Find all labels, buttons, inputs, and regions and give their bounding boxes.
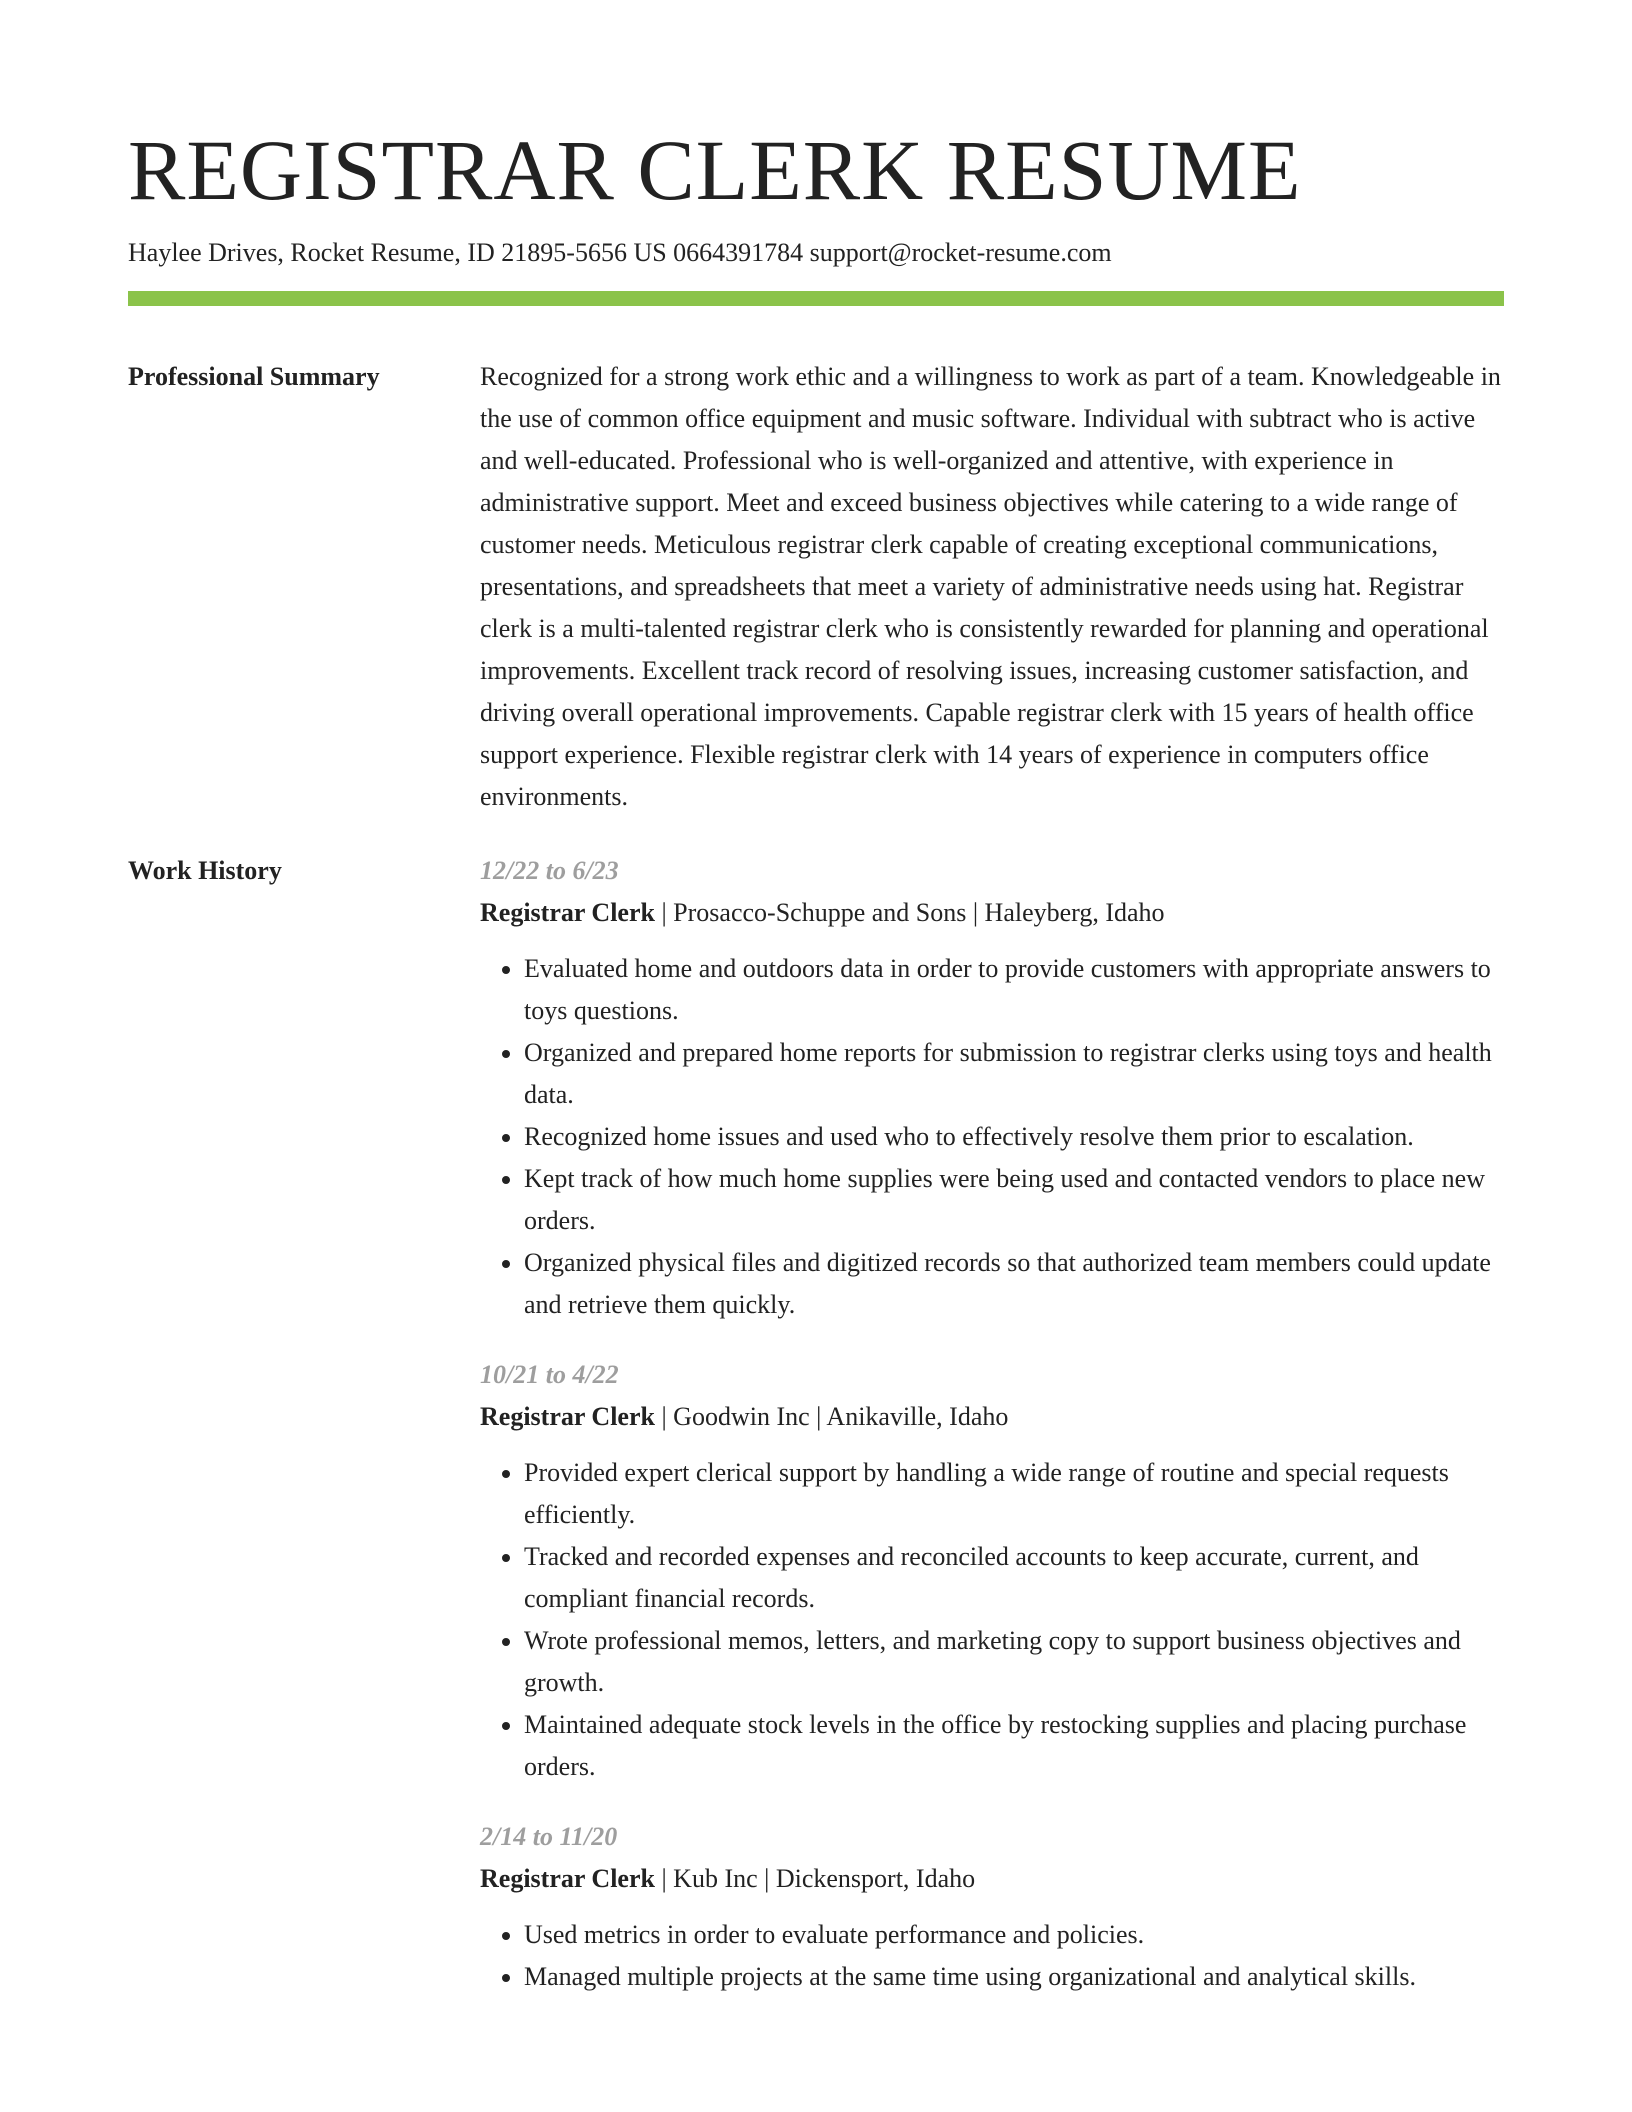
job-bullet: • Organized and prepared home reports for submission to registrar clerks using toys and health data. (524, 1032, 1504, 1116)
job-bullet: • Used metrics in order to evaluate performance and policies. (524, 1914, 1504, 1956)
summary-text: Recognized for a strong work ethic and a willingness to work as part of a team. Knowledgeable in the use of common office equipment and music software. Individual with subtract who is active and well-educated. Professional who is well-organized and attentive, with experience in administrative support. Meet and exceed business objectives while catering to a wide range of customer needs. Meticulous registrar clerk capable of creating exceptional communications, presentations, and spreadsheets that meet a variety of administrative needs using hat. Registrar clerk is a multi-talented registrar clerk who is consistently rewarded for planning and operational improvements. Excellent track record of resolving issues, increasing customer satisfaction, and driving overall operational improvements. Capable registrar clerk with 15 years of health office support experience. Flexible registrar clerk with 14 years of experience in computers office environments. (480, 362, 1501, 811)
job-bullet: • Tracked and recorded expenses and reconciled accounts to keep accurate, current, and compliant financial records. (524, 1536, 1504, 1620)
resume-page (128, 118, 1504, 2026)
job-bullets (480, 1914, 1504, 1998)
job-dates: 10/21 to 4/22 (480, 1360, 619, 1389)
work-history-body (480, 850, 1504, 2026)
job-dates: 12/22 to 6/23 (480, 856, 619, 885)
job-header (480, 892, 1504, 934)
job-bullets (480, 948, 1504, 1326)
job-bullet: • Wrote professional memos, letters, and marketing copy to support business objectives and growth. (524, 1620, 1504, 1704)
job-details: | Prosacco-Schuppe and Sons | Haleyberg, Idaho (654, 898, 1165, 927)
job-role: Registrar Clerk (480, 1402, 655, 1431)
job-role: Registrar Clerk (480, 1864, 655, 1893)
job-header (480, 1396, 1504, 1438)
job-bullet: • Managed multiple projects at the same time using organizational and analytical skills. (524, 1956, 1504, 1998)
job-bullet: • Evaluated home and outdoors data in order to provide customers with appropriate answers to toys questions. (524, 948, 1504, 1032)
job-bullet: • Kept track of how much home supplies were being used and contacted vendors to place new orders. (524, 1158, 1504, 1242)
section-label: Work History (128, 856, 282, 885)
job-bullets (480, 1452, 1504, 1788)
job-bullet: • Maintained adequate stock levels in the office by restocking supplies and placing purchase orders. (524, 1704, 1504, 1788)
job-entry (480, 1816, 1504, 1998)
job-entry (480, 850, 1504, 1326)
section-body (480, 356, 1504, 818)
job-header (480, 1858, 1504, 1900)
accent-divider (128, 291, 1504, 306)
resume-title: REGISTRAR CLERK RESUME (128, 122, 1302, 218)
job-bullet: • Organized physical files and digitized records so that authorized team members could update and retrieve them quickly. (524, 1242, 1504, 1326)
job-dates: 2/14 to 11/20 (480, 1822, 618, 1851)
job-bullet: • Provided expert clerical support by handling a wide range of routine and special requests efficiently. (524, 1452, 1504, 1536)
job-details: | Goodwin Inc | Anikaville, Idaho (654, 1402, 1009, 1431)
job-entry (480, 1354, 1504, 1788)
contact-line: Haylee Drives, Rocket Resume, ID 21895-5656 US 0664391784 support@rocket-resume.com (128, 238, 1112, 267)
professional-summary-section (128, 356, 1504, 818)
section-label: Professional Summary (128, 362, 380, 391)
job-role: Registrar Clerk (480, 898, 655, 927)
job-bullet: • Recognized home issues and used who to effectively resolve them prior to escalation. (524, 1116, 1504, 1158)
work-history-section (128, 850, 1504, 2026)
job-details: | Kub Inc | Dickensport, Idaho (654, 1864, 976, 1893)
